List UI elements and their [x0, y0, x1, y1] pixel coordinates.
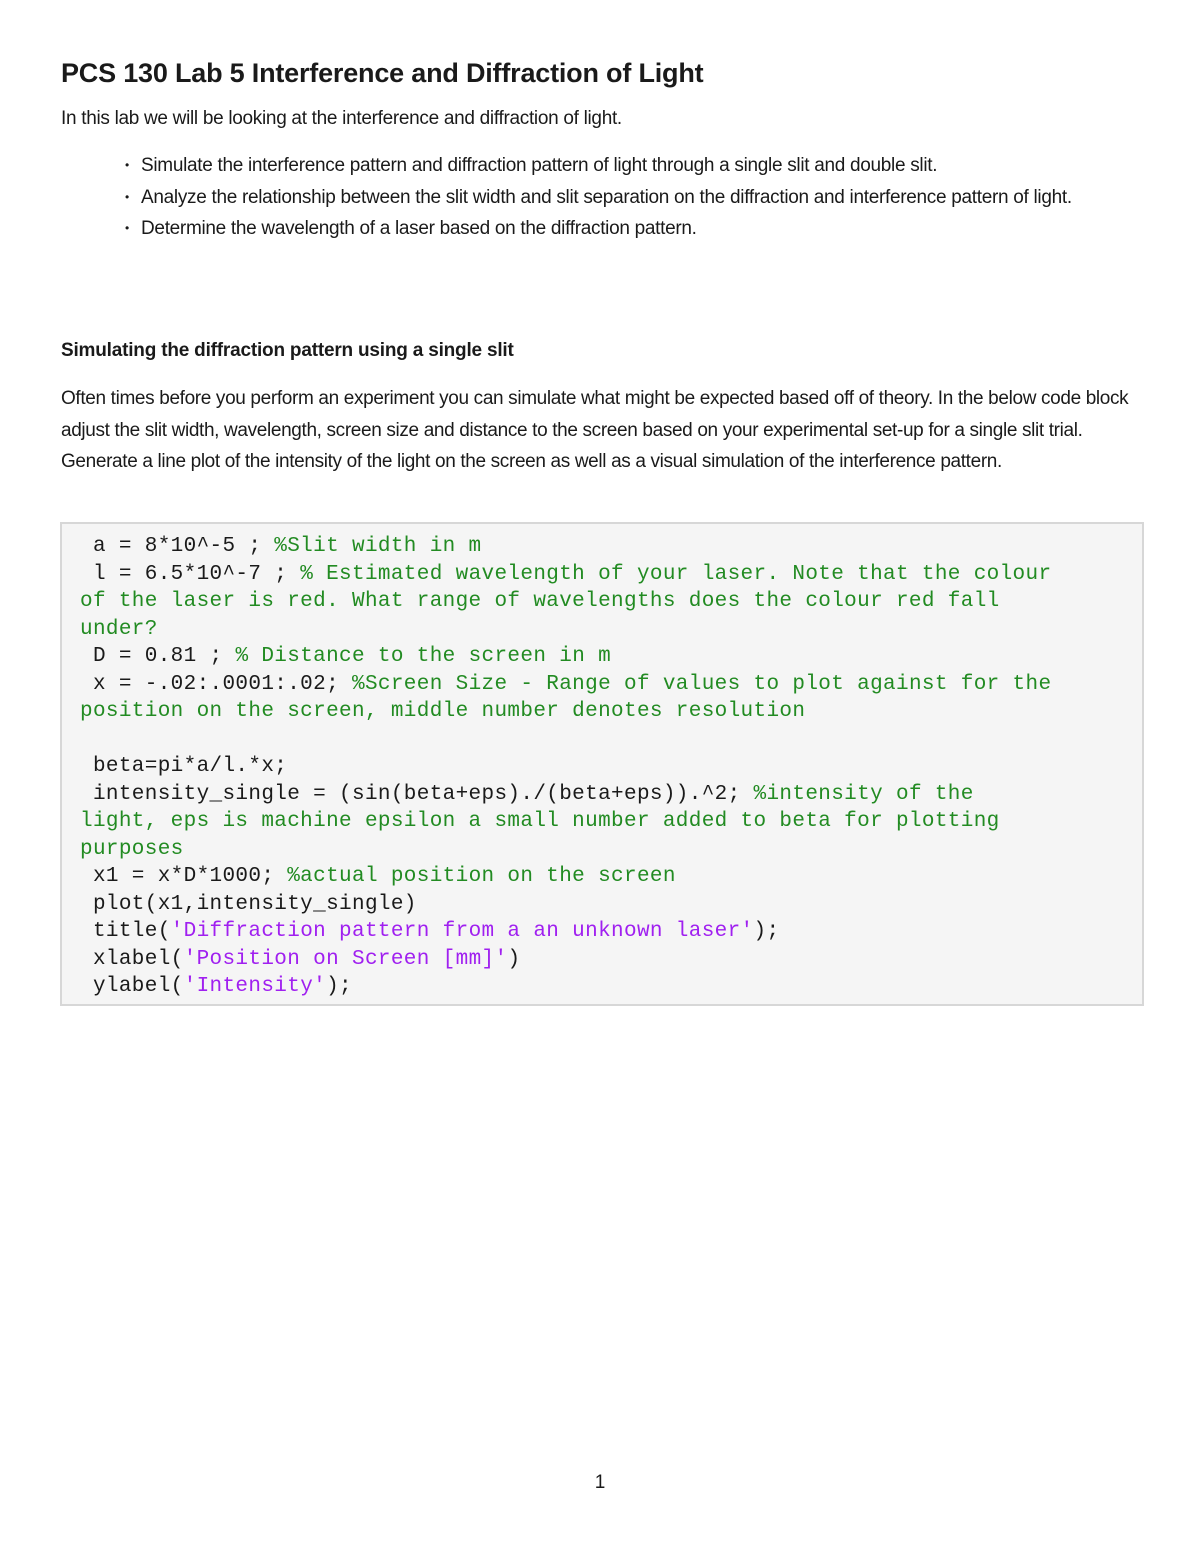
bullet-icon: •	[125, 221, 129, 235]
intro-paragraph: In this lab we will be looking at the interference and diffraction of light.	[61, 108, 622, 129]
list-item	[61, 150, 1121, 182]
code-line: x = -.02:.0001:.02;	[80, 672, 352, 696]
list-item	[61, 182, 1121, 214]
section-heading: Simulating the diffraction pattern using a single slit	[61, 340, 514, 361]
code-line: xlabel(	[80, 947, 184, 971]
code-comment: %Screen Size - Range of values to plot against for the	[352, 672, 1052, 696]
bullet-icon: •	[125, 158, 129, 172]
code-comment: %Slit width in m	[274, 535, 482, 558]
code-line: a = 8*10^-5 ;	[80, 535, 275, 558]
objective-text: Determine the wavelength of a laser based on the diffraction pattern.	[141, 218, 697, 239]
code-comment: %intensity of the	[753, 782, 974, 806]
code-line: x1 = x*D*1000;	[80, 865, 288, 888]
code-line: D = 0.81 ;	[80, 645, 236, 668]
code-comment: purposes	[80, 837, 184, 861]
code-line: ylabel(	[80, 975, 184, 998]
code-string: 'Position on Screen [mm]'	[183, 947, 508, 971]
code-line: beta=pi*a/l.*x;	[80, 755, 288, 778]
code-line: );	[326, 975, 353, 998]
code-line: title(	[80, 920, 171, 943]
document-title: PCS 130 Lab 5 Interference and Diffraction of Light	[61, 58, 704, 88]
page-number: 1	[594, 1472, 606, 1493]
code-comment: %actual position on the screen	[287, 865, 676, 888]
code-line: );	[753, 920, 780, 943]
code-line: intensity_single = (sin(beta+eps)./(beta+eps)).^2;	[80, 782, 754, 806]
code-line: )	[507, 947, 521, 971]
code-comment: of the laser is red. What range of wavelengths does the colour red fall	[80, 590, 1000, 613]
code-comment: position on the screen, middle number denotes resolution	[80, 700, 806, 723]
code-block[interactable]	[60, 522, 1144, 1006]
code-line: plot(x1,intensity_single)	[80, 892, 417, 916]
bullet-icon: •	[125, 189, 129, 204]
code-listing	[80, 533, 1051, 1001]
objective-text: Analyze the relationship between the slit width and slit separation on the diffraction and interference pattern of light.	[141, 186, 1072, 208]
list-item	[61, 213, 1121, 245]
objective-text: Simulate the interference pattern and diffraction pattern of light through a single slit and double slit.	[141, 155, 938, 176]
code-string: 'Diffraction pattern from a an unknown laser'	[170, 920, 754, 943]
code-line: l = 6.5*10^-7 ;	[80, 562, 301, 586]
objectives-list	[61, 150, 1121, 245]
code-comment: % Distance to the screen in m	[235, 645, 612, 668]
code-comment: under?	[80, 617, 158, 641]
section-body: Often times before you perform an experiment you can simulate what might be expected based off of theory. In the below code block adjust the slit width, wavelength, screen size and distance to the screen based on your experimental set-up for a single slit trial. Generate a line plot of the intensity of the light on the screen as well as a visual simulation of the interference pattern.	[61, 388, 1129, 472]
code-comment: % Estimated wavelength of your laser. Note that the colour	[300, 562, 1052, 586]
code-comment: light, eps is machine epsilon a small number added to beta for plotting	[80, 810, 1000, 833]
code-string: 'Intensity'	[183, 975, 327, 998]
